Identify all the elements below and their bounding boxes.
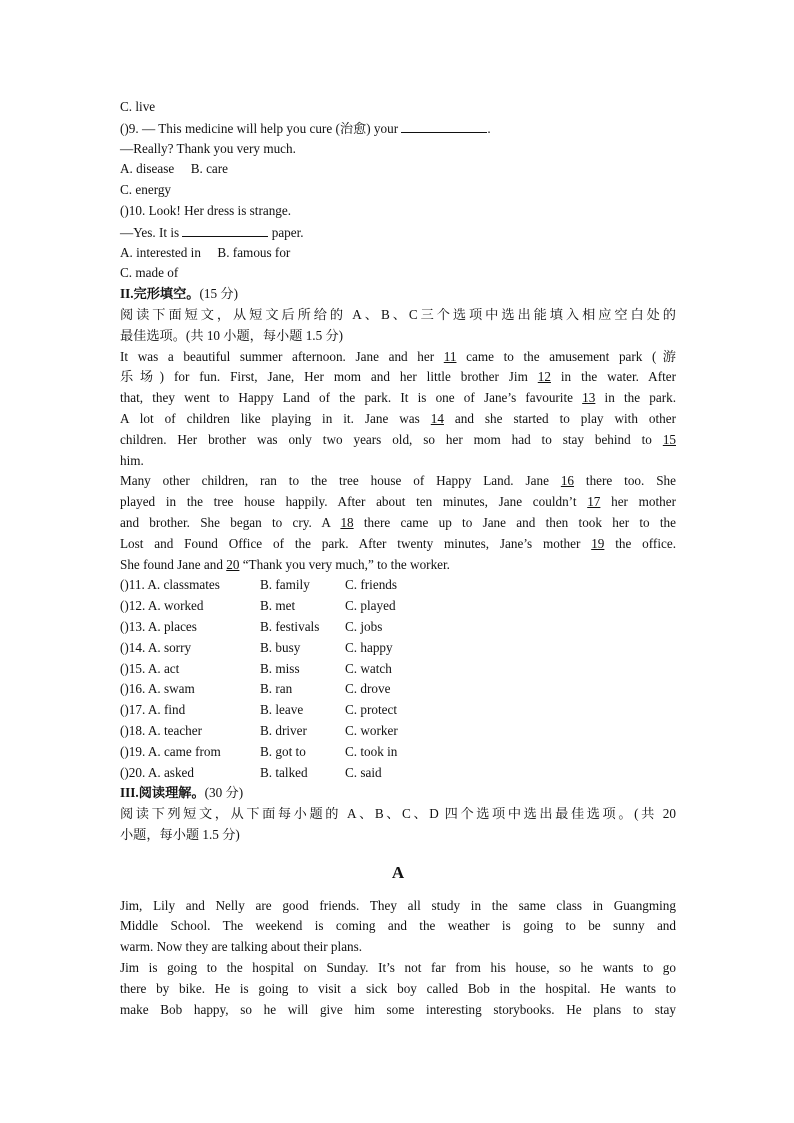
option-b: B. miss — [260, 660, 300, 676]
passage-line — [120, 471, 676, 492]
q10-option-b: B. famous for — [217, 244, 291, 260]
paragraph-line: Jim is going to the hospital on Sunday. It’s not far from his house, so he wants to go — [120, 960, 676, 976]
option-row — [120, 575, 676, 596]
option-a: ()18. A. teacher — [120, 722, 203, 738]
passage-text: him. — [120, 452, 144, 468]
option-c: C. watch — [345, 660, 392, 676]
passage-line — [120, 367, 676, 388]
paragraph-line: Middle School. The weekend is coming and the weather is going to be sunny and — [120, 918, 676, 934]
q10-option-c: C. made of — [120, 265, 179, 281]
q10-reply — [120, 222, 676, 243]
blank-number: 11 — [443, 348, 457, 364]
option-b: B. festivals — [260, 618, 320, 634]
q9-option-b: B. care — [190, 161, 229, 177]
blank-number: 14 — [430, 410, 444, 426]
cloze-options — [120, 575, 676, 783]
option-row — [120, 617, 676, 638]
option-a: ()15. A. act — [120, 660, 180, 676]
blank-number: 16 — [560, 473, 575, 489]
q10-reply-prefix: —Yes. It is — [120, 224, 180, 240]
option-row — [120, 638, 676, 659]
q9-stem — [120, 118, 676, 139]
passage-text: that, they went to Happy Land of the park. It is one of Jane’s favourite — [120, 390, 583, 406]
passage-line — [120, 534, 676, 555]
q9-option-c: C. energy — [120, 182, 172, 198]
passage-text: in the water. After — [550, 369, 677, 385]
q8-option-c: C. live — [120, 99, 156, 114]
passage-text: came to the amusement park (游 — [456, 348, 676, 364]
passage-text: children. Her brother was only two years old, so her mom had to stay behind to — [120, 431, 663, 447]
option-row — [120, 721, 676, 742]
passage-text: and she started to play with other — [443, 410, 676, 426]
option-c: C. played — [345, 598, 396, 614]
option-row — [120, 659, 676, 680]
answer-blank — [401, 118, 487, 133]
cloze-passage — [120, 347, 676, 576]
passage-text: A lot of children like playing in it. Jane was — [120, 410, 431, 426]
option-row — [120, 742, 676, 763]
section2-title: II.完形填空。 — [120, 286, 200, 302]
paragraph-line: Jim, Lily and Nelly are good friends. They all study in the same class in Guangming — [120, 897, 676, 913]
section3-score: (30 分) — [204, 785, 244, 801]
option-a: ()19. A. came from — [120, 743, 221, 759]
option-b: B. driver — [260, 722, 307, 738]
q9-prefix: ()9. — This medicine will help you cure (治愈) your — [120, 120, 399, 136]
passage-text: Lost and Found Office of the park. After twenty minutes, Jane’s mother — [120, 535, 592, 551]
q10-stem: ()10. Look! Her dress is strange. — [120, 202, 292, 218]
passage-text: and brother. She began to cry. A — [120, 514, 341, 530]
paragraph-line: warm. Now they are talking about their plans. — [120, 939, 363, 955]
option-c: C. worker — [345, 722, 398, 738]
passage-text: the office. — [604, 535, 676, 551]
passage-line — [120, 409, 676, 430]
option-c: C. protect — [345, 702, 398, 718]
q9-option-a: A. disease — [120, 161, 175, 177]
option-c: C. drove — [345, 681, 391, 697]
section3-instruction-2: 小题，每小题 1.5 分) — [120, 826, 240, 842]
section2-instruction-2: 最佳选项。(共 10 小题，每小题 1.5 分) — [120, 327, 344, 343]
section2-heading — [120, 284, 676, 305]
passage-text: played in the tree house happily. After about ten minutes, Jane couldn’t — [120, 494, 588, 510]
passage-text: It was a beautiful summer afternoon. Jane and her — [120, 348, 444, 364]
option-a: ()20. A. asked — [120, 764, 194, 780]
section3-title: III.阅读理解。 — [120, 785, 205, 801]
passage-line — [120, 347, 676, 368]
passage-line — [120, 492, 676, 513]
passage-line — [120, 451, 676, 472]
passage-text: 乐场) for fun. First, Jane, Her mom and her little brother Jim — [120, 369, 538, 385]
passage-a-title: A — [391, 862, 405, 882]
blank-number: 18 — [340, 514, 354, 530]
q9-reply: —Really? Thank you very much. — [120, 140, 296, 156]
passage-line — [120, 430, 676, 451]
passage-line — [120, 388, 676, 409]
option-b: B. family — [260, 577, 310, 593]
answer-blank — [182, 222, 268, 237]
passage-a-paragraph-1 — [120, 896, 676, 958]
option-c: C. friends — [345, 577, 398, 593]
blank-number: 12 — [537, 369, 551, 385]
passage-text: in the park. — [595, 390, 676, 406]
passage-text: “Thank you very much,” to the worker. — [239, 556, 450, 572]
option-b: B. leave — [260, 702, 304, 718]
passage-line — [120, 555, 676, 576]
passage-text: there too. She — [574, 473, 676, 489]
passage-text: her mother — [600, 494, 676, 510]
q10-option-a: A. interested in — [120, 244, 201, 260]
option-b: B. busy — [260, 639, 301, 655]
passage-text: there came up to Jane and then took her to the — [353, 514, 676, 530]
section3-heading — [120, 783, 676, 804]
passage-a-paragraph-2 — [120, 958, 676, 1020]
option-a: ()14. A. sorry — [120, 639, 192, 655]
option-c: C. jobs — [345, 618, 383, 634]
document-page — [120, 97, 676, 1020]
section2-instruction-1: 阅读下面短文，从短文后所给的 A、B、C三个选项中选出能填入相应空白处的 — [120, 306, 676, 322]
q10-options-ab — [120, 243, 676, 264]
section2-score: (15 分) — [199, 286, 238, 302]
blank-number: 17 — [587, 494, 601, 510]
option-a: ()16. A. swam — [120, 681, 195, 697]
paragraph-line: make Bob happy, so he will give him some interesting storybooks. He plans to stay — [120, 1001, 676, 1017]
section3-instruction-1: 阅读下列短文，从下面每小题的 A、B、C、D 四个选项中选出最佳选项。(共 20 — [120, 806, 676, 822]
option-row — [120, 763, 676, 784]
option-b: B. got to — [260, 743, 306, 759]
option-c: C. took in — [345, 743, 398, 759]
option-a: ()13. A. places — [120, 618, 197, 634]
q9-suffix: . — [487, 120, 491, 136]
passage-line — [120, 513, 676, 534]
option-b: B. talked — [260, 764, 308, 780]
blank-number: 15 — [662, 431, 676, 447]
option-row — [120, 596, 676, 617]
option-a: ()12. A. worked — [120, 598, 204, 614]
option-b: B. met — [260, 598, 296, 614]
option-a: ()17. A. find — [120, 702, 186, 718]
option-a: ()11. A. classmates — [120, 577, 220, 593]
blank-number: 19 — [591, 535, 605, 551]
q9-options-ab — [120, 159, 676, 180]
option-row — [120, 679, 676, 700]
q10-reply-suffix: paper. — [271, 224, 304, 240]
paragraph-line: there by bike. He is going to visit a sick boy called Bob in the hospital. He wants to — [120, 980, 676, 996]
option-c: C. said — [345, 764, 382, 780]
option-b: B. ran — [260, 681, 293, 697]
blank-number: 20 — [226, 556, 240, 572]
blank-number: 13 — [582, 390, 596, 406]
passage-text: Many other children, ran to the tree house of Happy Land. Jane — [120, 473, 561, 489]
option-row — [120, 700, 676, 721]
option-c: C. happy — [345, 639, 393, 655]
passage-text: She found Jane and — [120, 556, 227, 572]
